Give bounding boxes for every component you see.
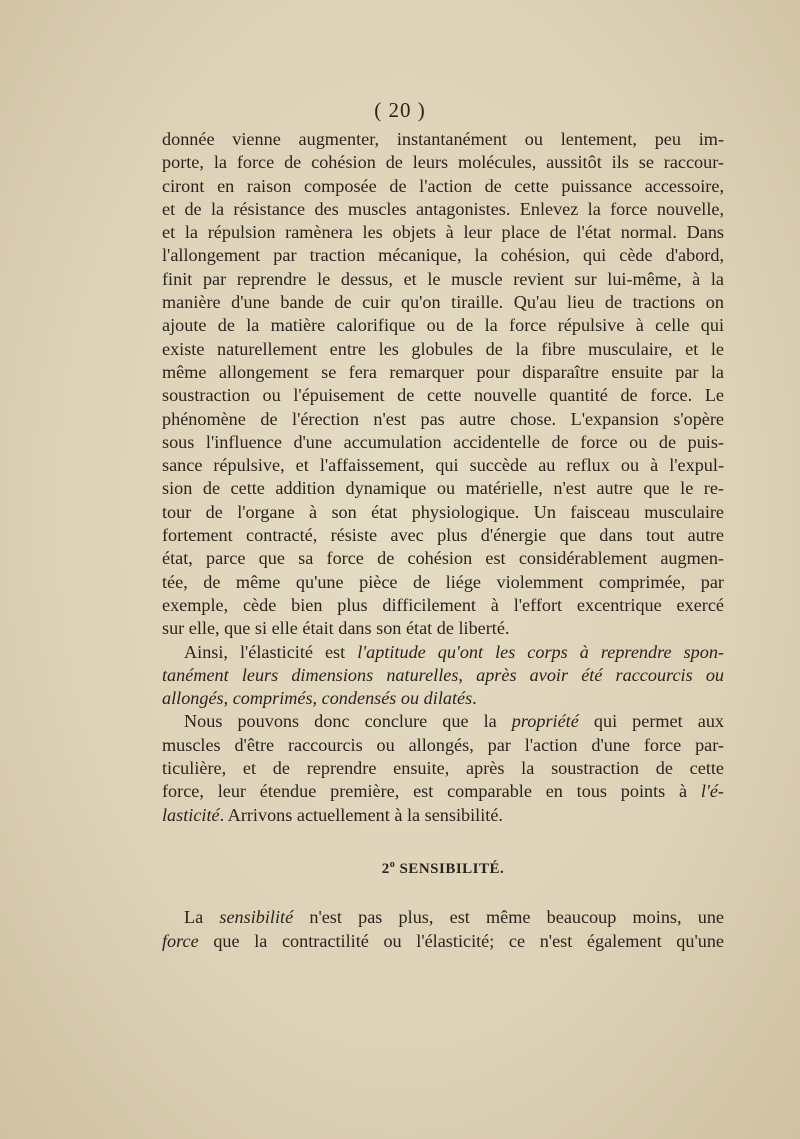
text-line [162,804,724,827]
italic-run: force [162,930,199,951]
text-line [162,906,724,929]
text-line: exemple, cède bien plus difficilement à l'effort excentrique exercé [162,594,724,615]
italic-run: l'é- [700,781,724,802]
text-run: La [184,907,220,928]
spacer [162,876,724,906]
text-line: ciront en raison composée de l'action de cette puissance accessoire, [162,175,724,196]
text-run: Ainsi, l'élasticité est [184,641,358,662]
italic-run: condensés ou dilatés [321,688,473,709]
paragraph-elasticity-mechanics [162,128,724,641]
text-line: fortement contracté, résiste avec plus d'énergie que dans tout autre [162,525,724,546]
italic-run: allongés [162,688,224,709]
section-title: SENSIBILITÉ. [395,860,505,877]
italic-run: après avoir été raccourcis ou [476,664,724,685]
text-line: tée, de même qu'une pièce de liége violemment comprimée, par [162,571,724,592]
spacer [162,827,724,841]
text-line: phénomène de l'érection n'est pas autre chose. L'expansion s'opère [162,408,724,429]
italic-run: tanément leurs dimensions naturelles [162,664,459,685]
italic-run: sensibilité [219,907,294,928]
text-run: que la contractilité ou l'élasticité; ce n'est également qu'une [198,930,724,951]
text-line: soustraction ou l'épuisement de cette nouvelle quantité de force. Le [162,385,724,406]
text-line [162,664,724,687]
section-number: 2 [381,860,390,877]
text-line: muscles d'être raccourcis ou allongés, par l'action d'une force par- [162,734,724,755]
text-run: , [223,688,233,709]
text-line [162,641,724,664]
text-line: ticulière, et de reprendre ensuite, après la soustraction de cette [162,758,724,779]
text-line: et de la résistance des muscles antagonistes. Enlevez la force nouvelle, [162,198,724,219]
text-run: force, leur étendue première, est comparable en tous points à [162,781,701,802]
text-line: sous l'influence d'une accumulation accidentelle de force ou de puis- [162,431,724,452]
text-line: sion de cette addition dynamique ou matérielle, n'est autre que le re- [162,478,724,499]
section-heading [162,853,724,876]
text-run: , [312,688,322,709]
text-line: sance répulsive, et l'affaissement, qui succède au reflux ou à l'expul- [162,455,724,476]
text-line: finit par reprendre le dessus, et le muscle revient sur lui-même, à la [162,268,724,289]
text-line: ajoute de la matière calorifique ou de la force répulsive à celle qui [162,315,724,336]
text-line: sur elle, que si elle était dans son état de liberté. [162,618,510,639]
text-line [162,780,724,803]
text-run: n'est pas plus, est même beaucoup moins, une [293,907,724,928]
ordinal-superscript: o [389,858,396,870]
page-body [162,128,724,953]
text-line: et la répulsion ramènera les objets à leur place de l'état normal. Dans [162,222,724,243]
italic-run: comprimés [232,688,313,709]
text-line: état, parce que sa force de cohésion est considérablement augmen- [162,548,724,569]
italic-run: lasticité [162,804,220,825]
text-line: tour de l'organe à son état physiologique. Un faisceau musculaire [162,501,724,522]
text-run: . [472,688,477,709]
text-run: . Arrivons actuellement à la sensibilité. [219,804,503,825]
italic-run: propriété [511,711,579,732]
italic-run: l'aptitude qu'ont les corps à reprendre spon- [357,641,724,662]
text-run: Nous pouvons donc conclure que la [184,711,512,732]
text-run: qui permet aux [578,711,724,732]
text-line [162,710,724,733]
text-line: porte, la force de cohésion de leurs molécules, aussitôt ils se raccour- [162,152,724,173]
text-line: même allongement se fera remarquer pour disparaître ensuite par la [162,361,724,382]
text-line: existe naturellement entre les globules de la fibre musculaire, et le [162,338,724,359]
text-line: manière d'une bande de cuir qu'on tiraille. Qu'au lieu de tractions on [162,292,724,313]
text-line: l'allongement par traction mécanique, la cohésion, qui cède d'abord, [162,245,724,266]
text-line [162,930,724,953]
text-line: donnée vienne augmenter, instantanément ou lentement, peu im- [162,129,724,149]
text-run: , [458,664,477,685]
page-number: ( 20 ) [374,98,426,122]
text-line [162,687,724,710]
